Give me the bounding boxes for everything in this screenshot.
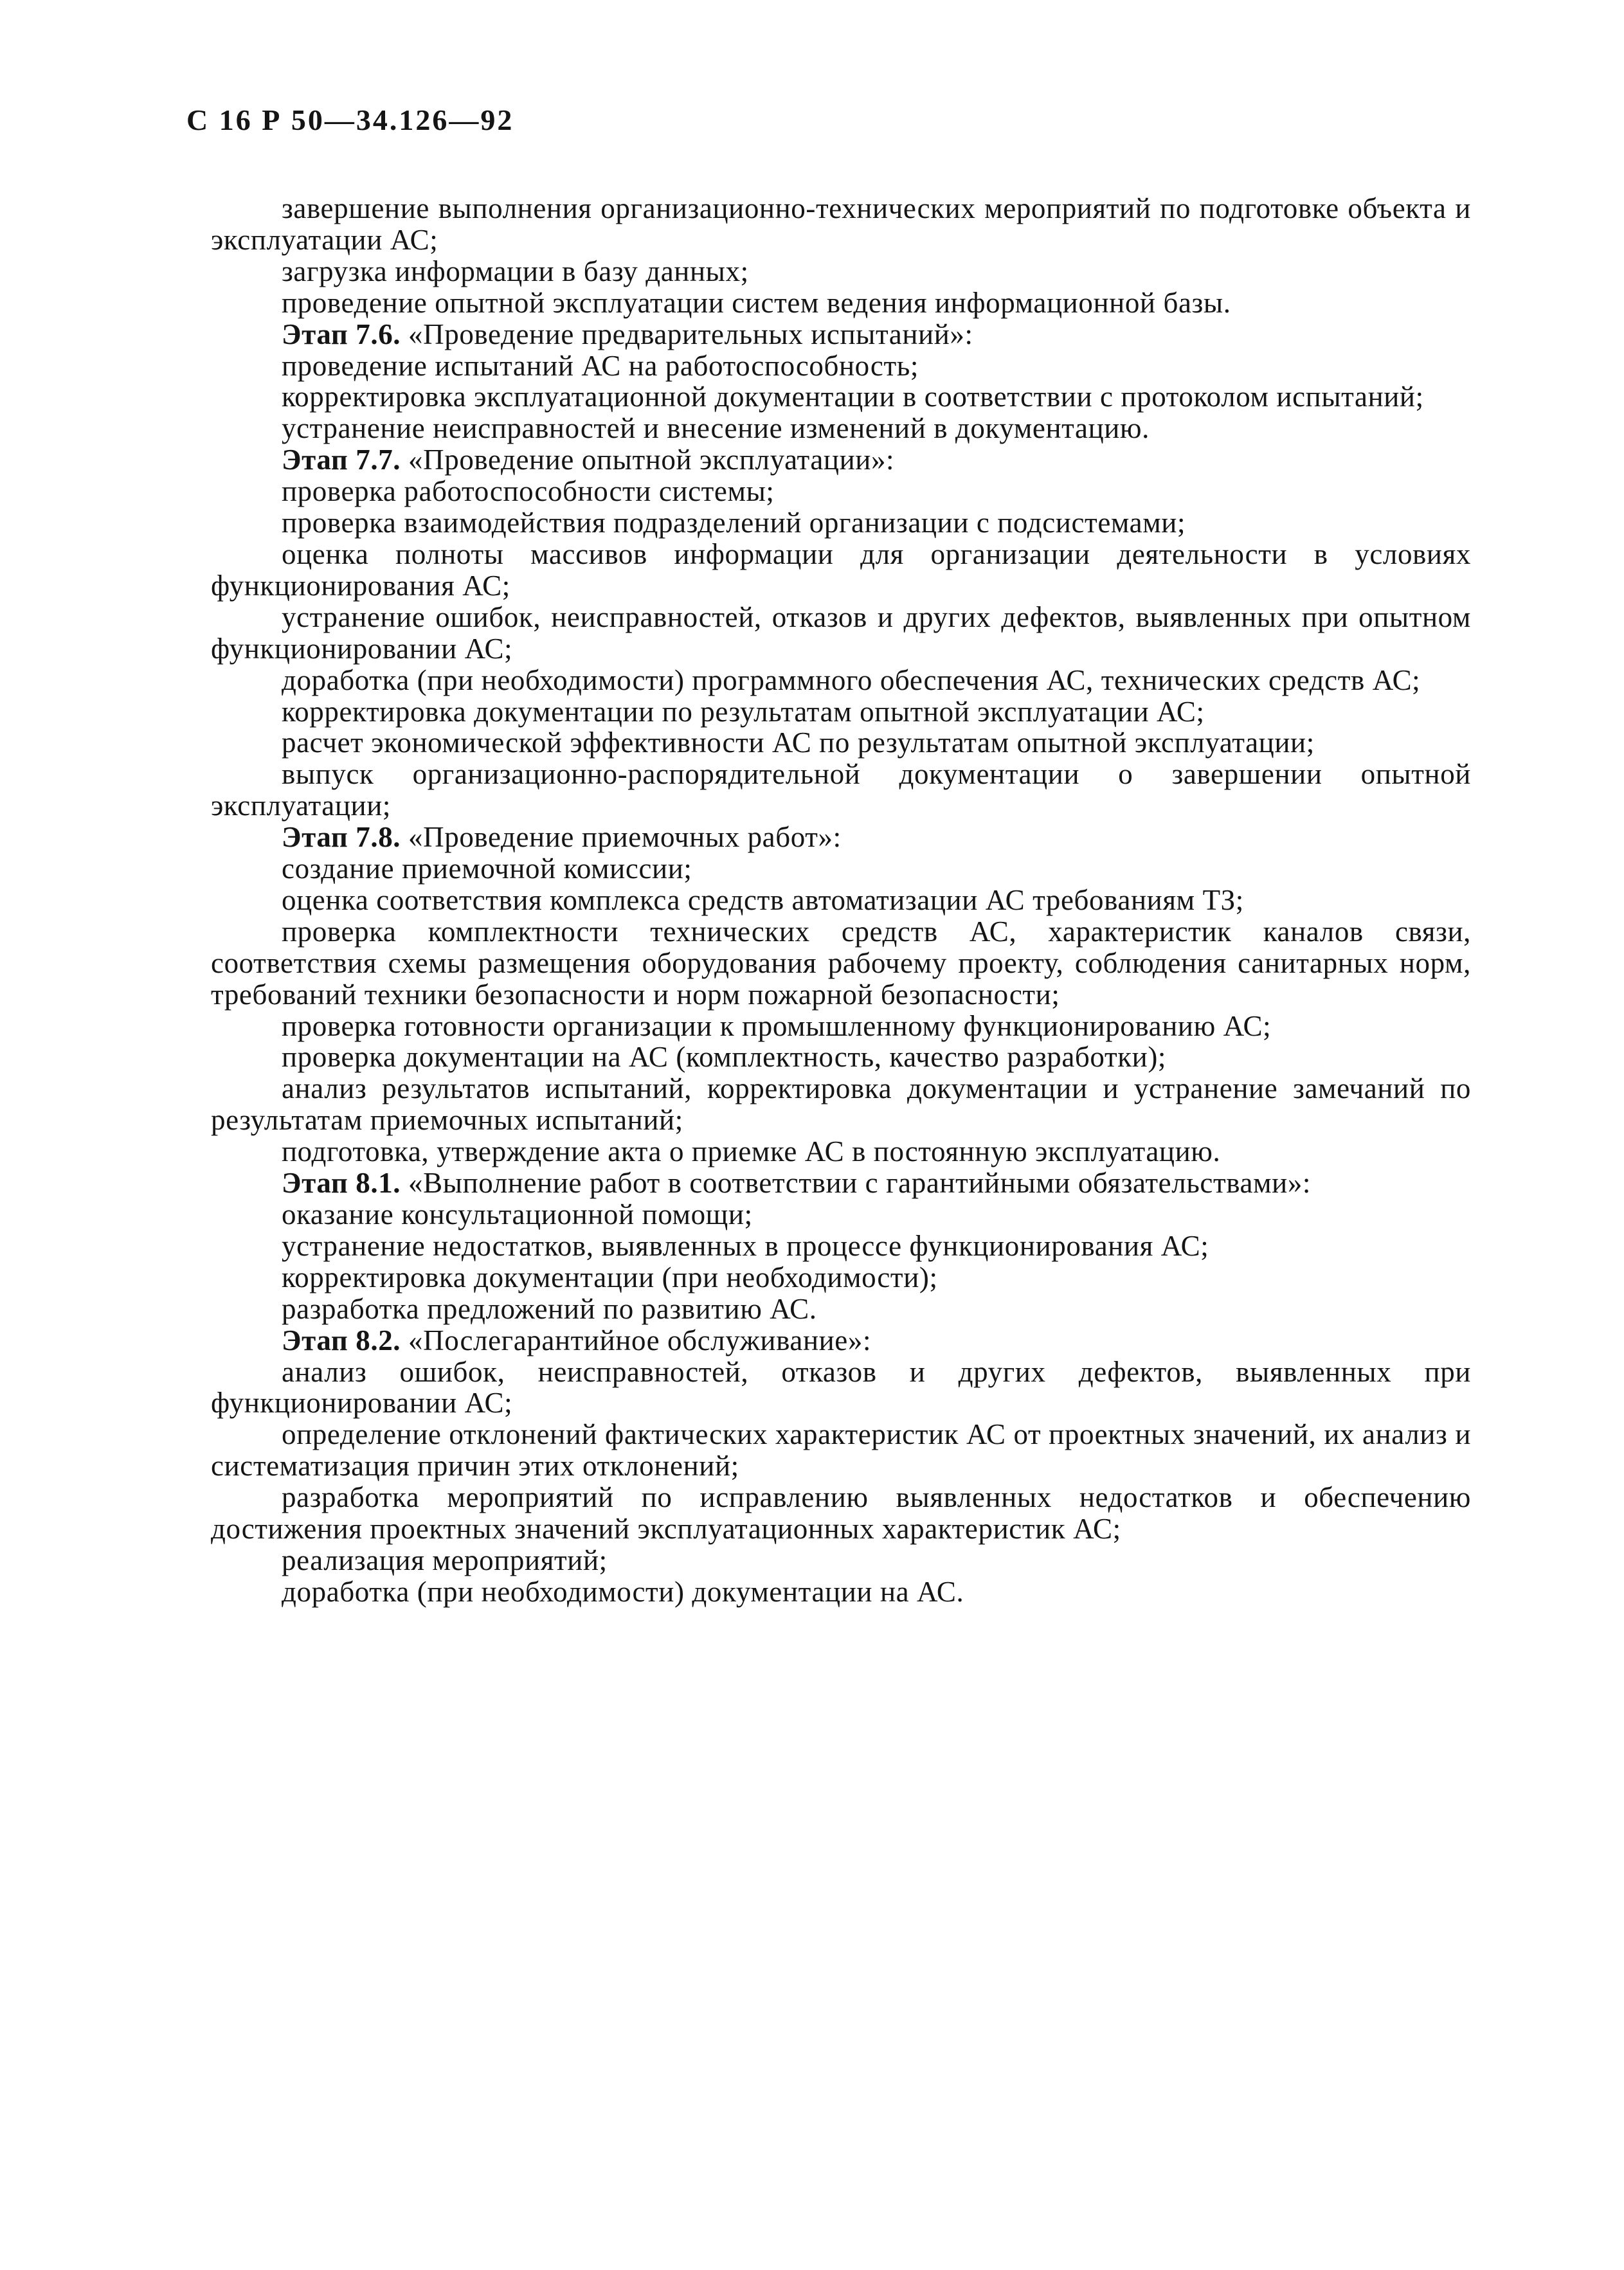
paragraph-24: подготовка, утверждение акта о приемке АС в постоянную эксплуатацию. xyxy=(282,1135,1221,1168)
paragraph-19: оценка соответствия комплекса средств автоматизации АС требованиям ТЗ; xyxy=(282,883,1244,916)
paragraph-22: проверка документации на АС (комплектность, качество разработки); xyxy=(282,1041,1167,1074)
stage-heading-7-8: Этап 7.8. «Проведение приемочных работ»: xyxy=(282,821,842,854)
paragraph-33: разработка мероприятий по исправлению выявленных недостатков и обеспечению достижения проектных значений эксплуатационных характеристик АС; xyxy=(211,1481,1471,1545)
paragraph-13: доработка (при необходимости) программного обеспечения АС, технических средств АС; xyxy=(282,663,1421,696)
paragraph-2: загрузка информации в базу данных; xyxy=(282,255,749,287)
paragraph-9: проверка работоспособности системы; xyxy=(282,475,775,508)
paragraph-14: корректировка документации по результатам опытной эксплуатации АС; xyxy=(282,695,1205,728)
stage-heading-7-7: Этап 7.7. «Проведение опытной эксплуатации»: xyxy=(282,444,895,476)
paragraph-35: доработка (при необходимости) документации на АС. xyxy=(282,1575,964,1608)
paragraph-18: создание приемочной комиссии; xyxy=(282,852,692,885)
paragraph-21: проверка готовности организации к промышленному функционированию АС; xyxy=(282,1009,1272,1042)
stage-heading-7-6: Этап 7.6. «Проведение предварительных испытаний»: xyxy=(282,318,973,350)
paragraph-27: устранение недостатков, выявленных в процессе функционирования АС; xyxy=(282,1229,1209,1262)
paragraph-6: корректировка эксплуатационной документации в соответствии с протоколом испытаний; xyxy=(282,381,1424,413)
paragraph-1: завершение выполнения организационно-технических мероприятий по подготовке объекта и эксплуатации АС; xyxy=(211,192,1471,256)
paragraph-31: анализ ошибок, неисправностей, отказов и других дефектов, выявленных при функционировании АС; xyxy=(211,1355,1471,1419)
paragraph-34: реализация мероприятий; xyxy=(282,1544,608,1576)
paragraph-5: проведение испытаний АС на работоспособность; xyxy=(282,349,919,382)
page-header: С 16 Р 50—34.126—92 xyxy=(186,104,514,136)
paragraph-20: проверка комплектности технических средств АС, характеристик каналов связи, соответствия схемы размещения оборудования рабочему проекту, соблюдения санитарных норм, требований техники безопасности и норм пожарной безопасности; xyxy=(211,915,1471,1011)
stage-heading-8-2: Этап 8.2. «Послегарантийное обслуживание»: xyxy=(282,1324,872,1356)
paragraph-10: проверка взаимодействия подразделений организации с подсистемами; xyxy=(282,507,1186,539)
paragraph-32: определение отклонений фактических характеристик АС от проектных значений, их анализ и систематизация причин этих отклонений; xyxy=(211,1418,1471,1482)
paragraph-16: выпуск организационно-распорядительной документации о завершении опытной эксплуатации; xyxy=(211,758,1471,822)
paragraph-29: разработка предложений по развитию АС. xyxy=(282,1292,817,1325)
paragraph-12: устранение ошибок, неисправностей, отказов и других дефектов, выявленных при опытном функционировании АС; xyxy=(211,600,1471,665)
paragraph-3: проведение опытной эксплуатации систем ведения информационной базы. xyxy=(282,286,1231,319)
stage-heading-8-1: Этап 8.1. «Выполнение работ в соответствии с гарантийными обязательствами»: xyxy=(282,1167,1312,1200)
paragraph-15: расчет экономической эффективности АС по результатам опытной эксплуатации; xyxy=(282,726,1315,759)
paragraph-7: устранение неисправностей и внесение изменений в документацию. xyxy=(282,412,1150,445)
paragraph-28: корректировка документации (при необходимости); xyxy=(282,1261,938,1293)
paragraph-11: оценка полноты массивов информации для организации деятельности в условиях функционирования АС; xyxy=(211,537,1471,602)
paragraph-26: оказание консультационной помощи; xyxy=(282,1198,753,1230)
paragraph-23: анализ результатов испытаний, корректировка документации и устранение замечаний по результатам приемочных испытаний; xyxy=(211,1072,1471,1137)
document-body xyxy=(211,193,1471,1608)
